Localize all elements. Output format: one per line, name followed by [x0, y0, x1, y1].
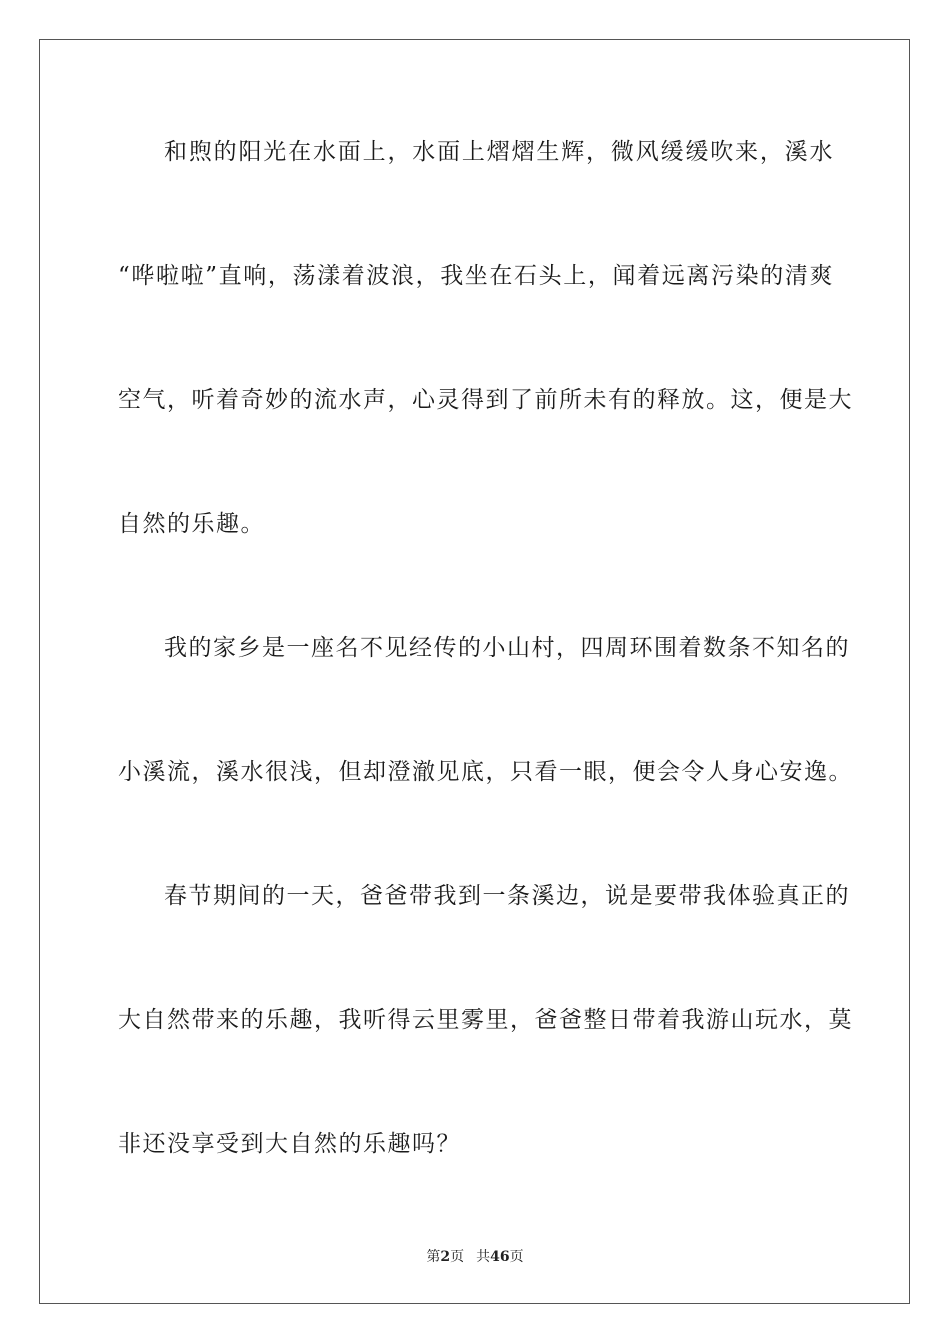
- text-line: 空气，听着奇妙的流水声，心灵得到了前所未有的释放。这，便是大: [118, 387, 853, 413]
- page-prefix: 第: [426, 1249, 441, 1265]
- text-line: 我的家乡是一座名不见经传的小山村，四周环围着数条不知名的: [164, 635, 850, 661]
- text-line: 非还没享受到大自然的乐趣吗？: [118, 1131, 461, 1157]
- page-suffix: 页: [450, 1249, 465, 1265]
- page-border: [39, 39, 910, 1304]
- text-line: 小溪流，溪水很浅，但却澄澈见底，只看一眼，便会令人身心安逸。: [118, 759, 853, 785]
- text-line: 自然的乐趣。: [118, 511, 265, 537]
- page-number: 2: [440, 1249, 451, 1265]
- text-line: 和煦的阳光在水面上，水面上熠熠生辉，微风缓缓吹来，溪水: [164, 139, 834, 165]
- total-pages: 46: [490, 1249, 510, 1265]
- text-line: “哗啦啦”直响，荡漾着波浪，我坐在石头上，闻着远离污染的清爽: [118, 263, 834, 289]
- total-suffix: 页: [509, 1249, 524, 1265]
- text-line: 春节期间的一天，爸爸带我到一条溪边，说是要带我体验真正的: [164, 883, 850, 909]
- total-prefix: 共: [476, 1249, 491, 1265]
- page-footer: [0, 1248, 950, 1266]
- text-line: 大自然带来的乐趣，我听得云里雾里，爸爸整日带着我游山玩水，莫: [118, 1007, 853, 1033]
